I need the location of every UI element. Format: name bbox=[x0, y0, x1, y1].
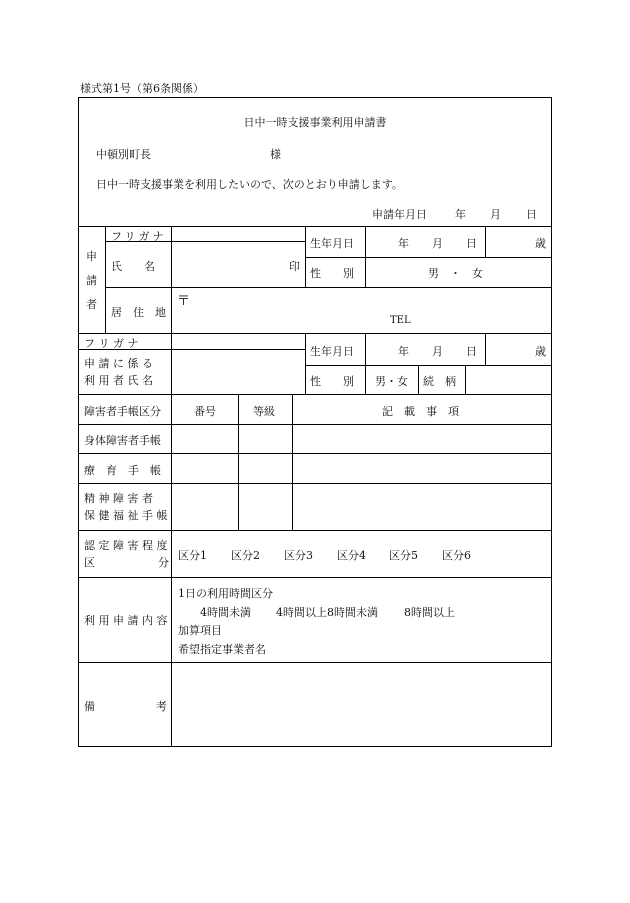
handbook-row-rehabilitation: 療 育 手 帳 bbox=[84, 464, 161, 477]
certification-label-line2a: 区 bbox=[84, 556, 95, 569]
user-name-label-line1: 申 請 に 係 る bbox=[84, 357, 153, 370]
applicant-section-char-3: 者 bbox=[86, 298, 97, 311]
user-age-unit: 歳 bbox=[535, 345, 546, 358]
addressee-honorific: 様 bbox=[270, 148, 281, 161]
user-relationship-label: 続 柄 bbox=[423, 375, 456, 388]
handbook-grade-header: 等級 bbox=[253, 405, 275, 418]
user-name-label-line2: 利 用 者 氏 名 bbox=[84, 374, 153, 387]
applicant-gender-label: 性 別 bbox=[310, 267, 354, 280]
addressee-name: 中頓別町長 bbox=[96, 148, 151, 161]
form-title: 日中一時支援事業利用申請書 bbox=[243, 116, 387, 129]
applicant-age-unit: 歳 bbox=[535, 237, 546, 250]
seal-mark: 印 bbox=[289, 260, 300, 273]
certification-option-2: 区分2 bbox=[231, 549, 260, 562]
usage-time-option-3: 8時間以上 bbox=[404, 606, 455, 619]
postal-mark: 〒 bbox=[177, 294, 191, 309]
applicant-furigana-label: フリガナ bbox=[111, 230, 167, 243]
application-date-label: 申請年月日 bbox=[372, 208, 427, 221]
usage-time-option-1: 4時間未満 bbox=[200, 606, 251, 619]
user-furigana-label: フ リ ガ ナ bbox=[84, 337, 139, 350]
remarks-label-b: 考 bbox=[156, 700, 167, 713]
applicant-section-char-2: 請 bbox=[86, 274, 97, 287]
date-month: 月 bbox=[490, 208, 501, 221]
user-birth-month: 月 bbox=[432, 345, 443, 358]
form-number: 様式第1号（第6条関係） bbox=[80, 82, 204, 95]
applicant-gender-options: 男 ・ 女 bbox=[428, 267, 483, 280]
applicant-address-label: 居 住 地 bbox=[111, 306, 166, 319]
applicant-birthdate-label: 生年月日 bbox=[310, 237, 354, 250]
user-gender-label: 性 別 bbox=[310, 375, 354, 388]
certification-option-6: 区分6 bbox=[442, 549, 471, 562]
usage-label: 利 用 申 請 内 容 bbox=[84, 614, 168, 627]
handbook-category-header: 障害者手帳区分 bbox=[84, 405, 161, 418]
user-birth-year: 年 bbox=[398, 345, 409, 358]
remarks-label-a: 備 bbox=[84, 700, 95, 713]
usage-daily-time-label: 1日の利用時間区分 bbox=[178, 587, 273, 600]
certification-option-4: 区分4 bbox=[337, 549, 366, 562]
applicant-birth-year: 年 bbox=[398, 237, 409, 250]
handbook-row-physical: 身体障害者手帳 bbox=[84, 434, 161, 447]
user-birthdate-label: 生年月日 bbox=[310, 345, 354, 358]
handbook-row-mental-line2: 保 健 福 祉 手 帳 bbox=[84, 509, 168, 522]
date-day: 日 bbox=[526, 208, 537, 221]
date-year: 年 bbox=[455, 208, 466, 221]
certification-option-3: 区分3 bbox=[284, 549, 313, 562]
user-gender-options: 男・女 bbox=[375, 375, 408, 388]
handbook-notes-header: 記 載 事 項 bbox=[382, 405, 459, 418]
usage-time-option-2: 4時間以上8時間未満 bbox=[276, 606, 378, 619]
handbook-row-mental-line1: 精 神 障 害 者 bbox=[84, 492, 153, 505]
certification-label-line2b: 分 bbox=[158, 556, 169, 569]
certification-option-1: 区分1 bbox=[178, 549, 207, 562]
usage-addition-label: 加算項目 bbox=[178, 624, 222, 637]
applicant-birth-day: 日 bbox=[466, 237, 477, 250]
certification-option-5: 区分5 bbox=[389, 549, 418, 562]
usage-provider-label: 希望指定事業者名 bbox=[178, 643, 266, 656]
certification-label-line1: 認 定 障 害 程 度 bbox=[84, 539, 168, 552]
handbook-number-header: 番号 bbox=[194, 405, 216, 418]
applicant-birth-month: 月 bbox=[432, 237, 443, 250]
tel-label: TEL bbox=[390, 315, 411, 326]
user-birth-day: 日 bbox=[466, 345, 477, 358]
intro-text: 日中一時支援事業を利用したいので、次のとおり申請します。 bbox=[96, 178, 403, 191]
applicant-section-char-1: 申 bbox=[86, 250, 97, 263]
applicant-name-label: 氏 名 bbox=[111, 260, 155, 273]
